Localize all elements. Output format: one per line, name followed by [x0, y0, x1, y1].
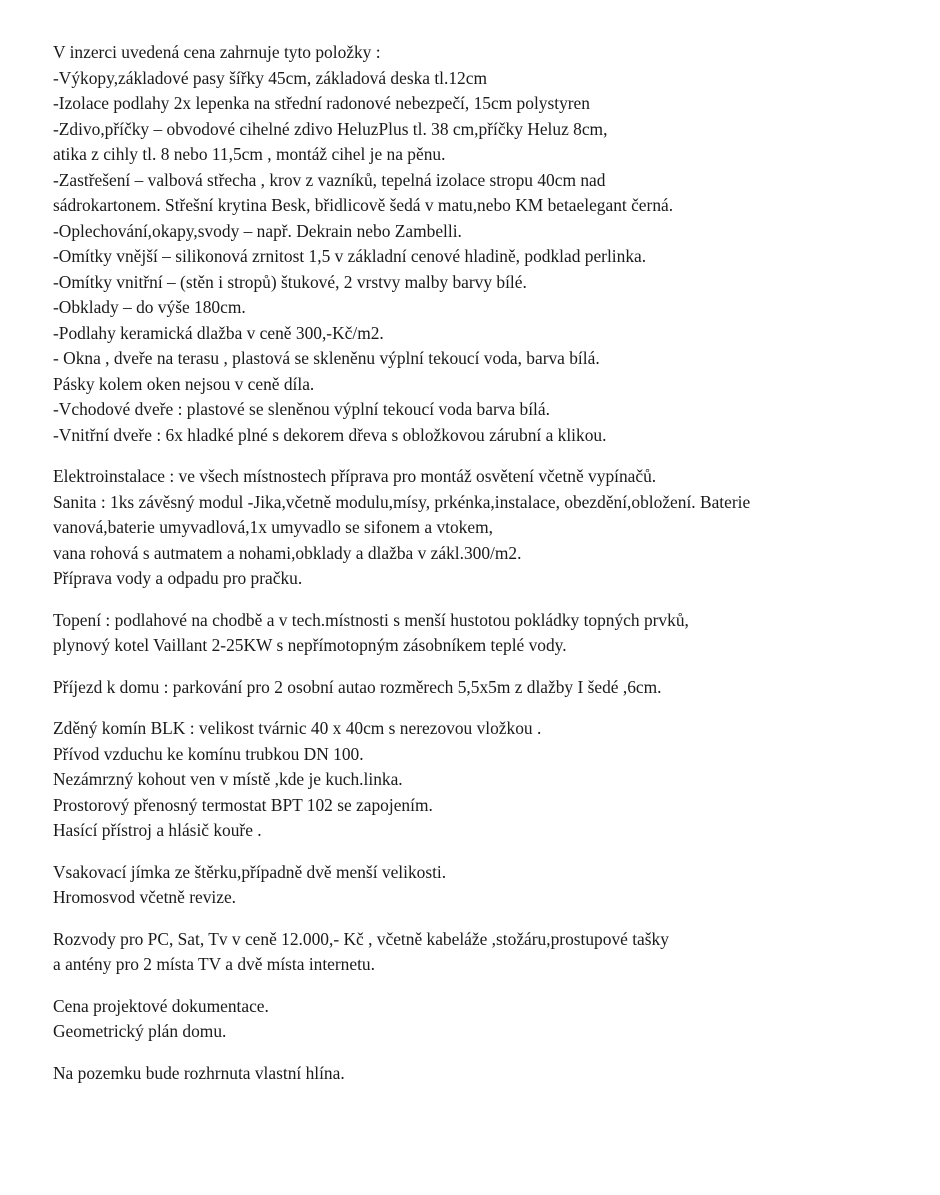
text-line: Pásky kolem oken nejsou v ceně díla.	[53, 373, 315, 394]
text-line: Nezámrzný kohout ven v místě ,kde je kuch.linka.	[53, 769, 403, 789]
text-line: Elektroinstalace : ve všech místnostech příprava pro montáž osvětení včetně vypínačů.	[53, 466, 657, 486]
chimney-paragraph	[53, 716, 937, 844]
text-line: Hasící přístroj a hlásič kouře .	[53, 820, 262, 840]
text-line: V inzerci uvedená cena zahrnuje tyto položky :	[53, 42, 381, 62]
text-line: -Zdivo,příčky – obvodové cihelné zdivo HeluzPlus tl. 38 cm,příčky Heluz 8cm,	[53, 118, 608, 139]
text-line: Hromosvod včetně revize.	[53, 887, 237, 907]
text-line: Sanita : 1ks závěsný modul -Jika,včetně modulu,mísy, prkénka,instalace, obezdění,obložení. Baterie	[53, 491, 751, 512]
heating-paragraph	[53, 608, 937, 659]
text-line: Příprava vody a odpadu pro pračku.	[53, 568, 303, 588]
text-line: -Výkopy,základové pasy šířky 45cm, základová deska tl.12cm	[53, 67, 487, 88]
text-line: -Omítky vnější – silikonová zrnitost 1,5 v základní cenové hladině, podklad perlinka.	[53, 246, 647, 266]
text-line: Příjezd k domu : parkování pro 2 osobní autao rozměrech 5,5x5m z dlažby I šedé ,6cm.	[53, 676, 662, 697]
text-line: Vsakovací jímka ze štěrku,případně dvě menší velikosti.	[53, 861, 447, 882]
drainage-paragraph	[53, 860, 937, 911]
text-line: Topení : podlahové na chodbě a v tech.místnosti s menší hustotou pokládky topných prvků,	[53, 609, 689, 630]
wiring-paragraph	[53, 927, 937, 978]
text-line: -Omítky vnitřní – (stěn i stropů) štukové, 2 vrstvy malby barvy bílé.	[53, 271, 527, 292]
documentation-paragraph	[53, 994, 937, 1045]
text-line: -Oplechování,okapy,svody – např. Dekrain nebo Zambelli.	[53, 220, 462, 241]
text-line: Na pozemku bude rozhrnuta vlastní hlína.	[53, 1062, 345, 1083]
text-line: sádrokartonem. Střešní krytina Besk, břidlicově šedá v matu,nebo KM betaelegant černá.	[53, 195, 674, 215]
text-line: atika z cihly tl. 8 nebo 11,5cm , montáž cihel je na pěnu.	[53, 144, 446, 164]
driveway-paragraph	[53, 675, 937, 701]
text-line: a antény pro 2 místa TV a dvě místa internetu.	[53, 954, 375, 974]
electro-sanitary-paragraph	[53, 464, 937, 592]
text-line: plynový kotel Vaillant 2-25KW s nepřímotopným zásobníkem teplé vody.	[53, 635, 567, 655]
text-line: - Okna , dveře na terasu , plastová se skleněnu výplní tekoucí voda, barva bílá.	[53, 348, 600, 368]
text-line: -Podlahy keramická dlažba v ceně 300,-Kč/m2.	[53, 322, 384, 343]
text-line: Rozvody pro PC, Sat, Tv v ceně 12.000,- Kč , včetně kabeláže ,stožáru,prostupové tašky	[53, 928, 669, 949]
text-line: -Izolace podlahy 2x lepenka na střední radonové nebezpečí, 15cm polystyren	[53, 93, 590, 113]
text-line: Prostorový přenosný termostat BPT 102 se zapojením.	[53, 794, 433, 815]
text-line: Přívod vzduchu ke komínu trubkou DN 100.	[53, 743, 364, 764]
text-line: Cena projektové dokumentace.	[53, 995, 269, 1016]
included-items-paragraph	[53, 40, 937, 448]
text-line: -Obklady – do výše 180cm.	[53, 297, 246, 317]
text-line: -Vnitřní dveře : 6x hladké plné s dekorem dřeva s obložkovou zárubní a klikou.	[53, 424, 607, 445]
text-line: Geometrický plán domu.	[53, 1021, 227, 1041]
soil-paragraph	[53, 1061, 937, 1087]
text-line: vanová,baterie umyvadlová,1x umyvadlo se sifonem a vtokem,	[53, 517, 493, 537]
text-line: -Zastřešení – valbová střecha , krov z vazníků, tepelná izolace stropu 40cm nad	[53, 169, 606, 190]
text-line: -Vchodové dveře : plastové se sleněnou výplní tekoucí voda barva bílá.	[53, 399, 550, 419]
text-line: vana rohová s autmatem a nohami,obklady a dlažba v zákl.300/m2.	[53, 542, 522, 563]
text-line: Zděný komín BLK : velikost tvárnic 40 x 40cm s nerezovou vložkou .	[53, 718, 542, 738]
document-page	[53, 40, 937, 1102]
